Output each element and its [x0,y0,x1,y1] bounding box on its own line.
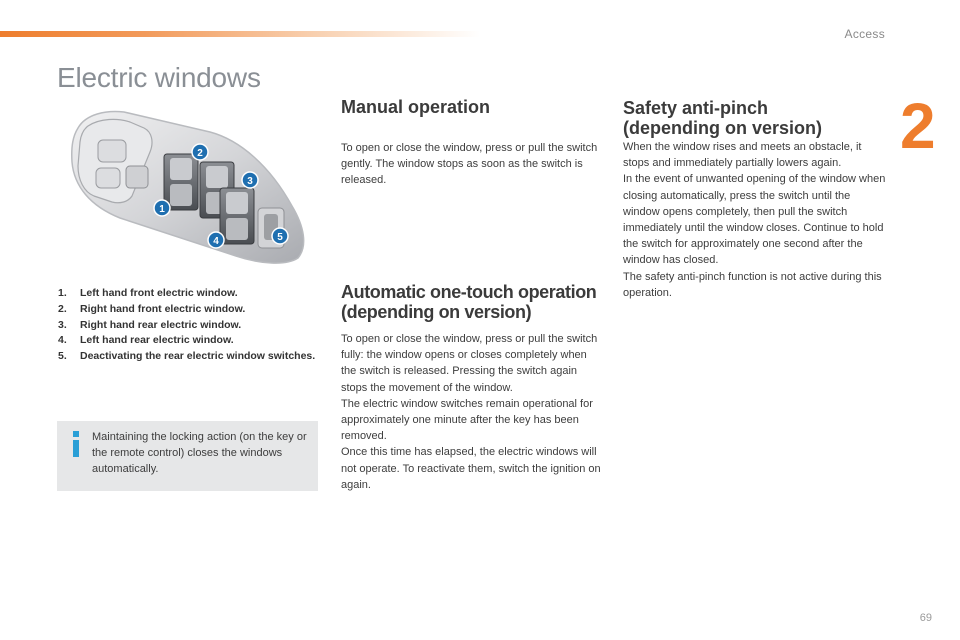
automatic-heading-line1: Automatic one-touch operation [341,282,597,302]
callout-1-marker [154,200,170,216]
page-title: Electric windows [57,62,261,93]
legend-text: Left hand rear electric window. [80,334,234,347]
safety-paragraph: In the event of unwanted opening of the window when closing automatically, press the switch until the window opens completely, then pull the switch immediately until the window closes. Continue to hold the switch for approximately one second after the window has closed. [623,173,886,267]
legend-item [58,318,320,334]
legend-item [58,333,320,349]
automatic-paragraph: Once this time has elapsed, the electric windows will not operate. To reactivate them, switch the ignition on again. [341,446,601,491]
callout-3-marker [242,172,258,188]
safety-anti-pinch-heading [623,98,883,138]
safety-heading-line1: Safety anti-pinch [623,98,769,118]
chapter-number: 2 [900,90,936,162]
info-icon [68,431,84,457]
automatic-paragraph: To open or close the window, press or pull the switch fully: the window opens or closes completely when the switch is released. Pressing the switch again stops the movement of the window. [341,333,598,394]
page-number: 69 [919,612,932,624]
callout-3-label: 3 [247,176,253,187]
legend-number: 1. [58,287,67,299]
safety-heading-line2: (depending on version) [623,118,823,138]
legend-number: 5. [58,350,67,363]
info-box [57,421,318,491]
automatic-operation-text [341,331,603,493]
callout-4-label: 4 [213,236,219,247]
callout-4-marker [208,232,224,248]
automatic-operation-heading [341,282,611,322]
legend-number: 2. [58,302,67,315]
legend-text: Left hand front electric window. [80,287,238,299]
info-text: Maintaining the locking action (on the key or the remote control) closes the windows automatically. [92,431,307,476]
callout-1-label: 1 [159,204,165,215]
callout-5-label: 5 [277,232,283,243]
legend-text: Deactivating the rear electric window switches. [80,350,316,363]
safety-paragraph: When the window rises and meets an obstacle, it stops and immediately partially lowers again. [623,141,862,170]
window-switch-panel-illustration [60,106,310,266]
automatic-paragraph: The electric window switches remain operational for approximately one minute after the key has been removed. [341,397,593,443]
callout-2-marker [192,144,208,160]
legend-number: 3. [58,318,67,331]
legend-item [58,302,320,318]
header-accent-bar [0,31,480,37]
manual-operation-heading: Manual operation [341,97,491,117]
legend-list [58,286,320,365]
section-label: Access [844,27,885,41]
legend-item [58,286,320,302]
legend-number: 4. [58,334,67,347]
legend-text: Right hand rear electric window. [80,318,242,331]
automatic-heading-line2: (depending on version) [341,302,532,322]
callout-2-label: 2 [197,148,203,159]
manual-operation-text: To open or close the window, press or pull the switch gently. The window stops as soon as the switch is released. [341,142,598,187]
safety-anti-pinch-text [623,139,887,301]
rear-switches [220,188,254,244]
callout-5-marker [272,228,288,244]
legend-item [58,349,320,365]
safety-paragraph: The safety anti-pinch function is not active during this operation. [623,270,882,299]
legend-text: Right hand front electric window. [80,302,246,315]
